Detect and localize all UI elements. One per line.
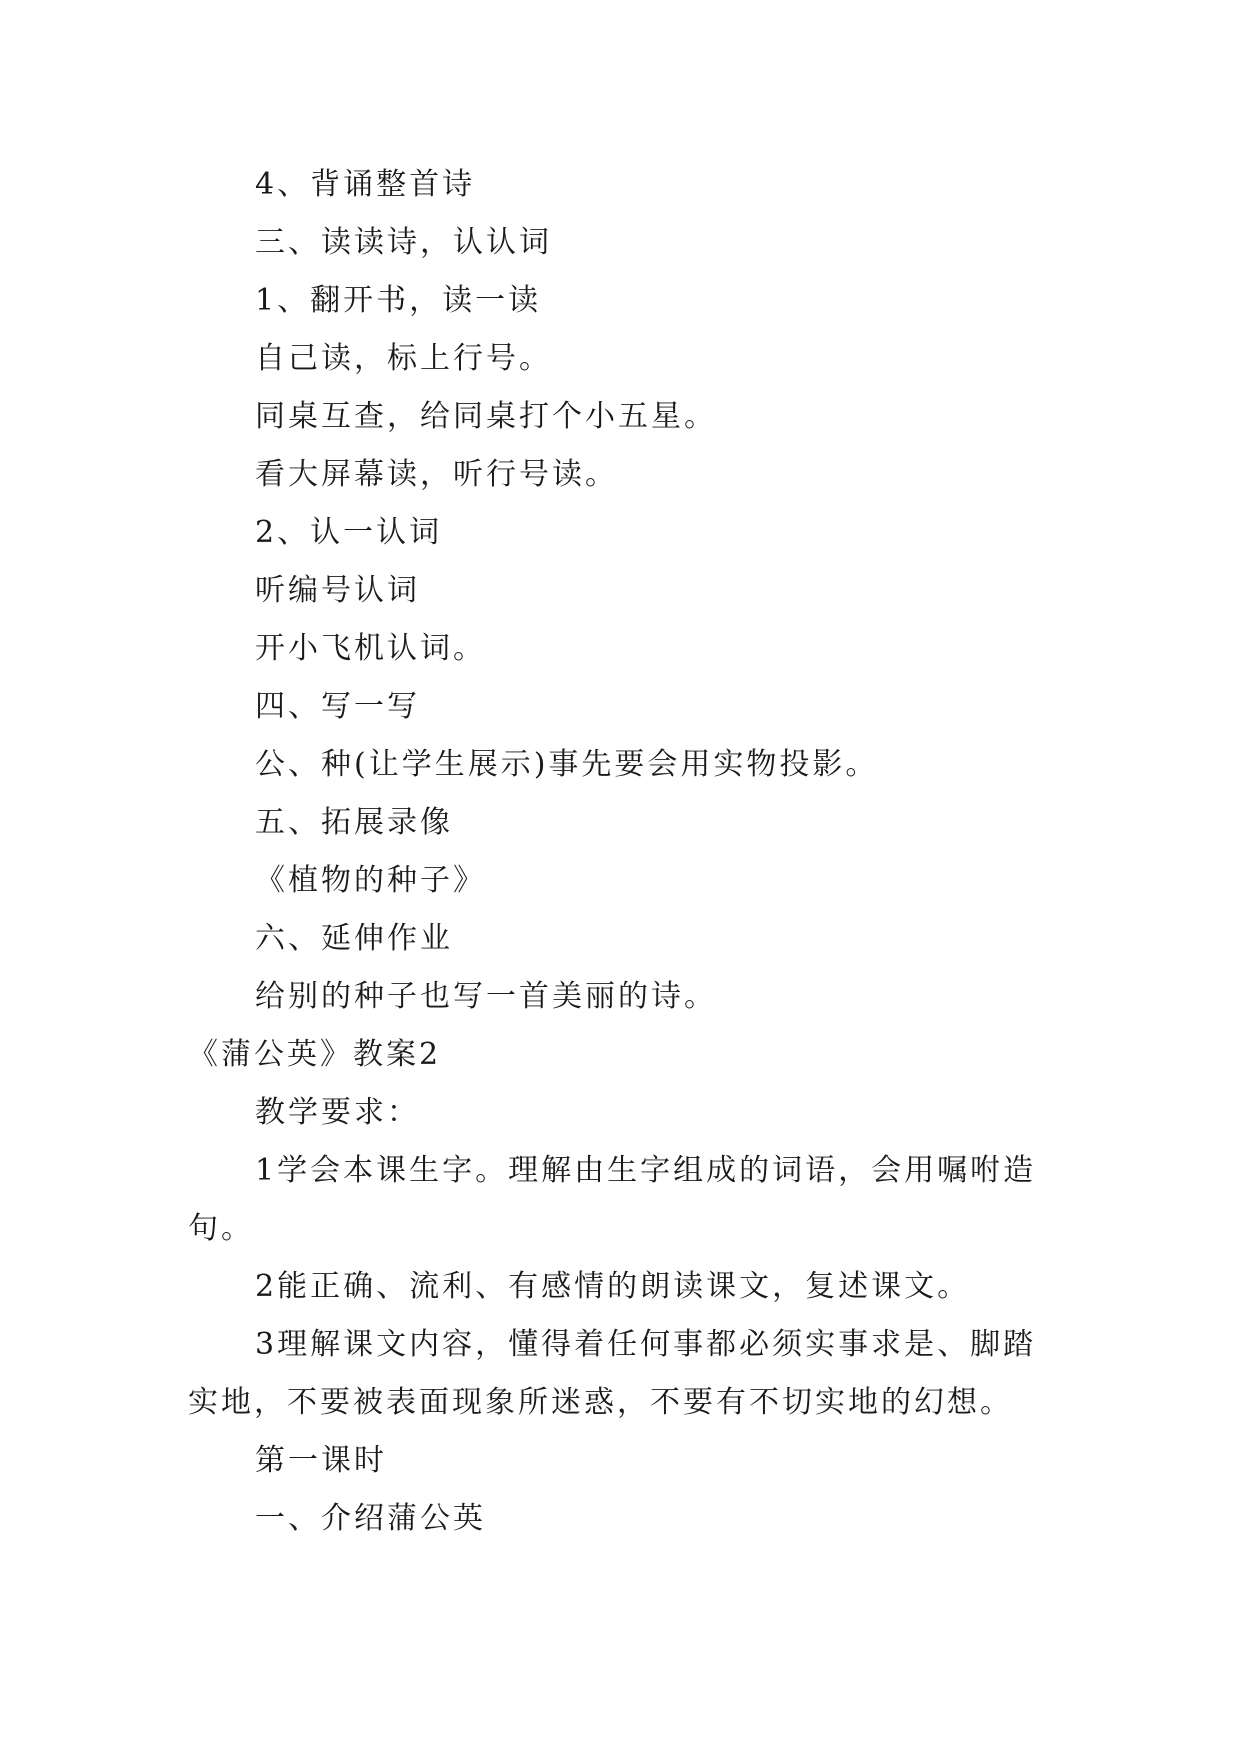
section-heading: 五、拓展录像 [255,805,453,840]
text-line: 公、种(让学生展示)事先要会用实物投影。 [255,747,879,782]
text-line: 4、背诵整首诗 [255,167,476,202]
lesson-plan-title: 《蒲公英》教案2 [188,1037,442,1072]
section-heading: 四、写一写 [255,689,420,724]
text-line: 3理解课文内容，懂得着任何事都必须实事求是、脚踏 [255,1327,1037,1362]
text-line: 1、翻开书，读一读 [255,283,542,318]
text-line: 《植物的种子》 [255,863,486,898]
section-heading: 一、介绍蒲公英 [255,1501,486,1536]
text-line: 同桌互查，给同桌打个小五星。 [255,399,717,434]
text-line: 2能正确、流利、有感情的朗读课文，复述课文。 [255,1269,971,1304]
text-line: 自己读，标上行号。 [255,341,552,376]
text-line: 第一课时 [255,1443,387,1478]
text-line: 听编号认词 [255,573,420,608]
section-heading: 六、延伸作业 [255,921,453,956]
text-line: 给别的种子也写一首美丽的诗。 [255,979,717,1014]
text-line: 看大屏幕读，听行号读。 [255,457,618,492]
text-line: 实地，不要被表面现象所迷惑，不要有不切实地的幻想。 [188,1385,1013,1420]
text-line: 1学会本课生字。理解由生字组成的词语，会用嘱咐造 [255,1153,1037,1188]
section-heading: 三、读读诗，认认词 [255,225,552,260]
text-line: 2、认一认词 [255,515,443,550]
text-line: 句。 [188,1211,254,1246]
text-line: 开小飞机认词。 [255,631,486,666]
text-line: 教学要求： [255,1095,420,1130]
